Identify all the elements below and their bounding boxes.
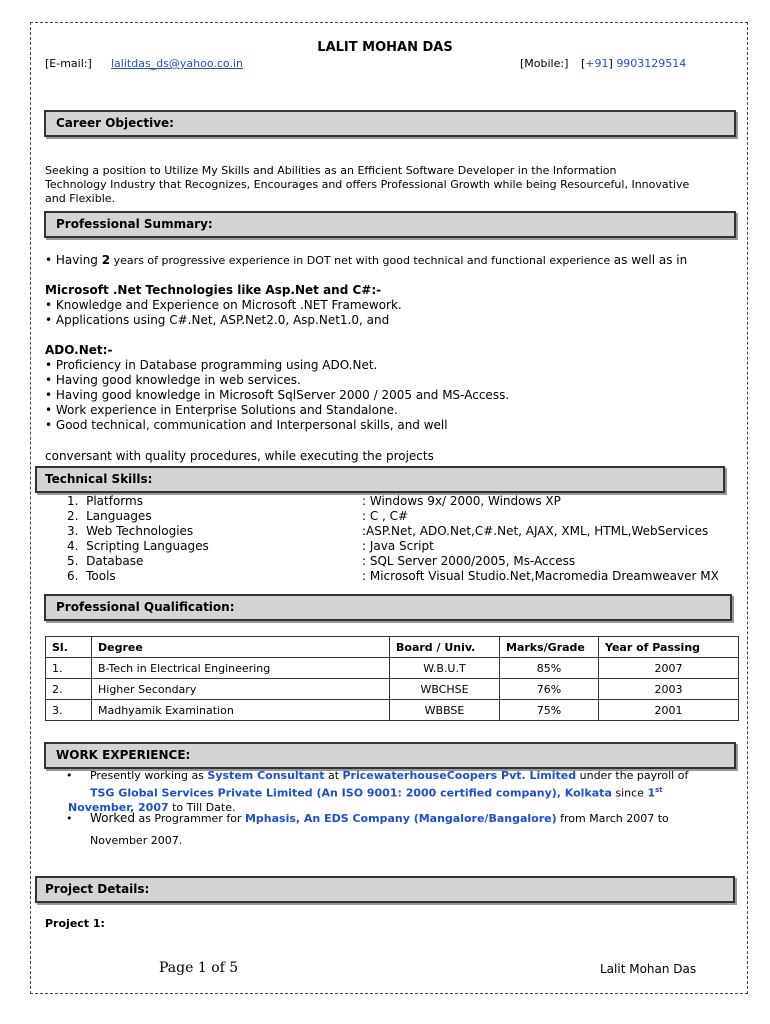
ado-net-heading: ADO.Net:- xyxy=(45,343,113,357)
ms-net-heading: Microsoft .Net Technologies like Asp.Net and C#:- xyxy=(45,283,382,297)
mobile-number: 9903129514 xyxy=(616,57,687,70)
column-header: Marks/Grade xyxy=(500,637,599,658)
skill-value: : SQL Server 2000/2005, Ms-Access xyxy=(362,554,576,568)
mobile-label: [Mobile:] xyxy=(520,57,569,70)
skill-value: : Microsoft Visual Studio.Net,Macromedia Dreamweaver MX xyxy=(362,569,719,583)
list-item: • Applications using C#.Net, ASP.Net2.0, Asp.Net1.0, and xyxy=(45,313,390,327)
skill-row: 3. Web Technologies xyxy=(67,524,194,538)
conversant-text: conversant with quality procedures, while executing the projects xyxy=(45,449,434,463)
skill-value: : C , C# xyxy=(362,509,409,523)
work-item-2: • Worked as Programmer for Mphasis, An EDS Company (Mangalore/Bangalore) from March 2007 to November 2007. xyxy=(66,811,669,847)
skill-row: 2. Languages xyxy=(67,509,152,523)
skill-value: : Java Script xyxy=(362,539,434,553)
column-header: Degree xyxy=(92,637,390,658)
skill-value: : Windows 9x/ 2000, Windows XP xyxy=(362,494,561,508)
project-details-heading: Project Details: xyxy=(35,876,735,903)
list-item: • Work experience in Enterprise Solutions and Standalone. xyxy=(45,403,398,417)
footer-author: Lalit Mohan Das xyxy=(600,962,697,976)
column-header: Board / Univ. xyxy=(390,637,500,658)
email-link[interactable]: lalitdas_ds@yahoo.co.in xyxy=(111,57,243,70)
work-experience-heading: WORK EXPERIENCE: xyxy=(44,742,736,769)
mobile-code: +91 xyxy=(585,57,609,70)
professional-qualification-heading: Professional Qualification: xyxy=(44,594,732,621)
email-label: [E-mail:] xyxy=(45,57,92,70)
skill-row: 6. Tools xyxy=(67,569,116,583)
column-header: Year of Passing xyxy=(599,637,739,658)
list-item: • Having good knowledge in web services. xyxy=(45,373,301,387)
ms-net-list xyxy=(45,298,402,328)
skill-row: 5. Database xyxy=(67,554,144,568)
list-item: • Knowledge and Experience on Microsoft .NET Framework. xyxy=(45,298,402,312)
skill-row: 1. Platforms xyxy=(67,494,143,508)
table-row: 3. Madhyamik Examination WBBSE 75% 2001 xyxy=(46,700,739,721)
project-1-label: Project 1: xyxy=(45,917,105,930)
list-item: • Good technical, communication and Interpersonal skills, and well xyxy=(45,418,448,432)
page-number: Page 1 of 5 xyxy=(159,960,239,976)
summary-having: • Having 2 years of progressive experience in DOT net with good technical and functional experience as well as in xyxy=(45,253,688,267)
professional-summary-heading: Professional Summary: xyxy=(44,211,736,238)
table-row: 1. B-Tech in Electrical Engineering W.B.U.T 85% 2007 xyxy=(46,658,739,679)
column-header: Sl. xyxy=(46,637,92,658)
career-objective-text: Seeking a position to Utilize My Skills and Abilities as an Efficient Software Developer in the Information Technology Industry that Recognizes, Encourages and offers Professional Growth while being Resourceful, Innovative and Flexible. xyxy=(45,164,690,205)
table-header-row xyxy=(46,637,739,658)
list-item: • Having good knowledge in Microsoft SqlServer 2000 / 2005 and MS-Access. xyxy=(45,388,510,402)
work-item-1: • Presently working as System Consultant at PricewaterhouseCoopers Pvt. Limited under the payroll of TSG Global Services Private Limited (An ISO 9001: 2000 certified company), Kolkata since 1st November, 2007 to Till Date. xyxy=(66,769,689,814)
table-row: 2. Higher Secondary WBCHSE 76% 2003 xyxy=(46,679,739,700)
list-item: • Proficiency in Database programming using ADO.Net. xyxy=(45,358,378,372)
skill-value: :ASP.Net, ADO.Net,C#.Net, AJAX, XML, HTML,WebServices xyxy=(362,524,709,538)
career-objective-heading: Career Objective: xyxy=(44,110,736,137)
ado-net-list xyxy=(45,358,509,433)
candidate-name: LALIT MOHAN DAS xyxy=(317,40,453,55)
skill-row: 4. Scripting Languages xyxy=(67,539,209,553)
qualification-table xyxy=(45,636,739,721)
technical-skills-heading: Technical Skills: xyxy=(35,466,725,493)
mobile-value: [+91] 9903129514 xyxy=(581,57,687,70)
